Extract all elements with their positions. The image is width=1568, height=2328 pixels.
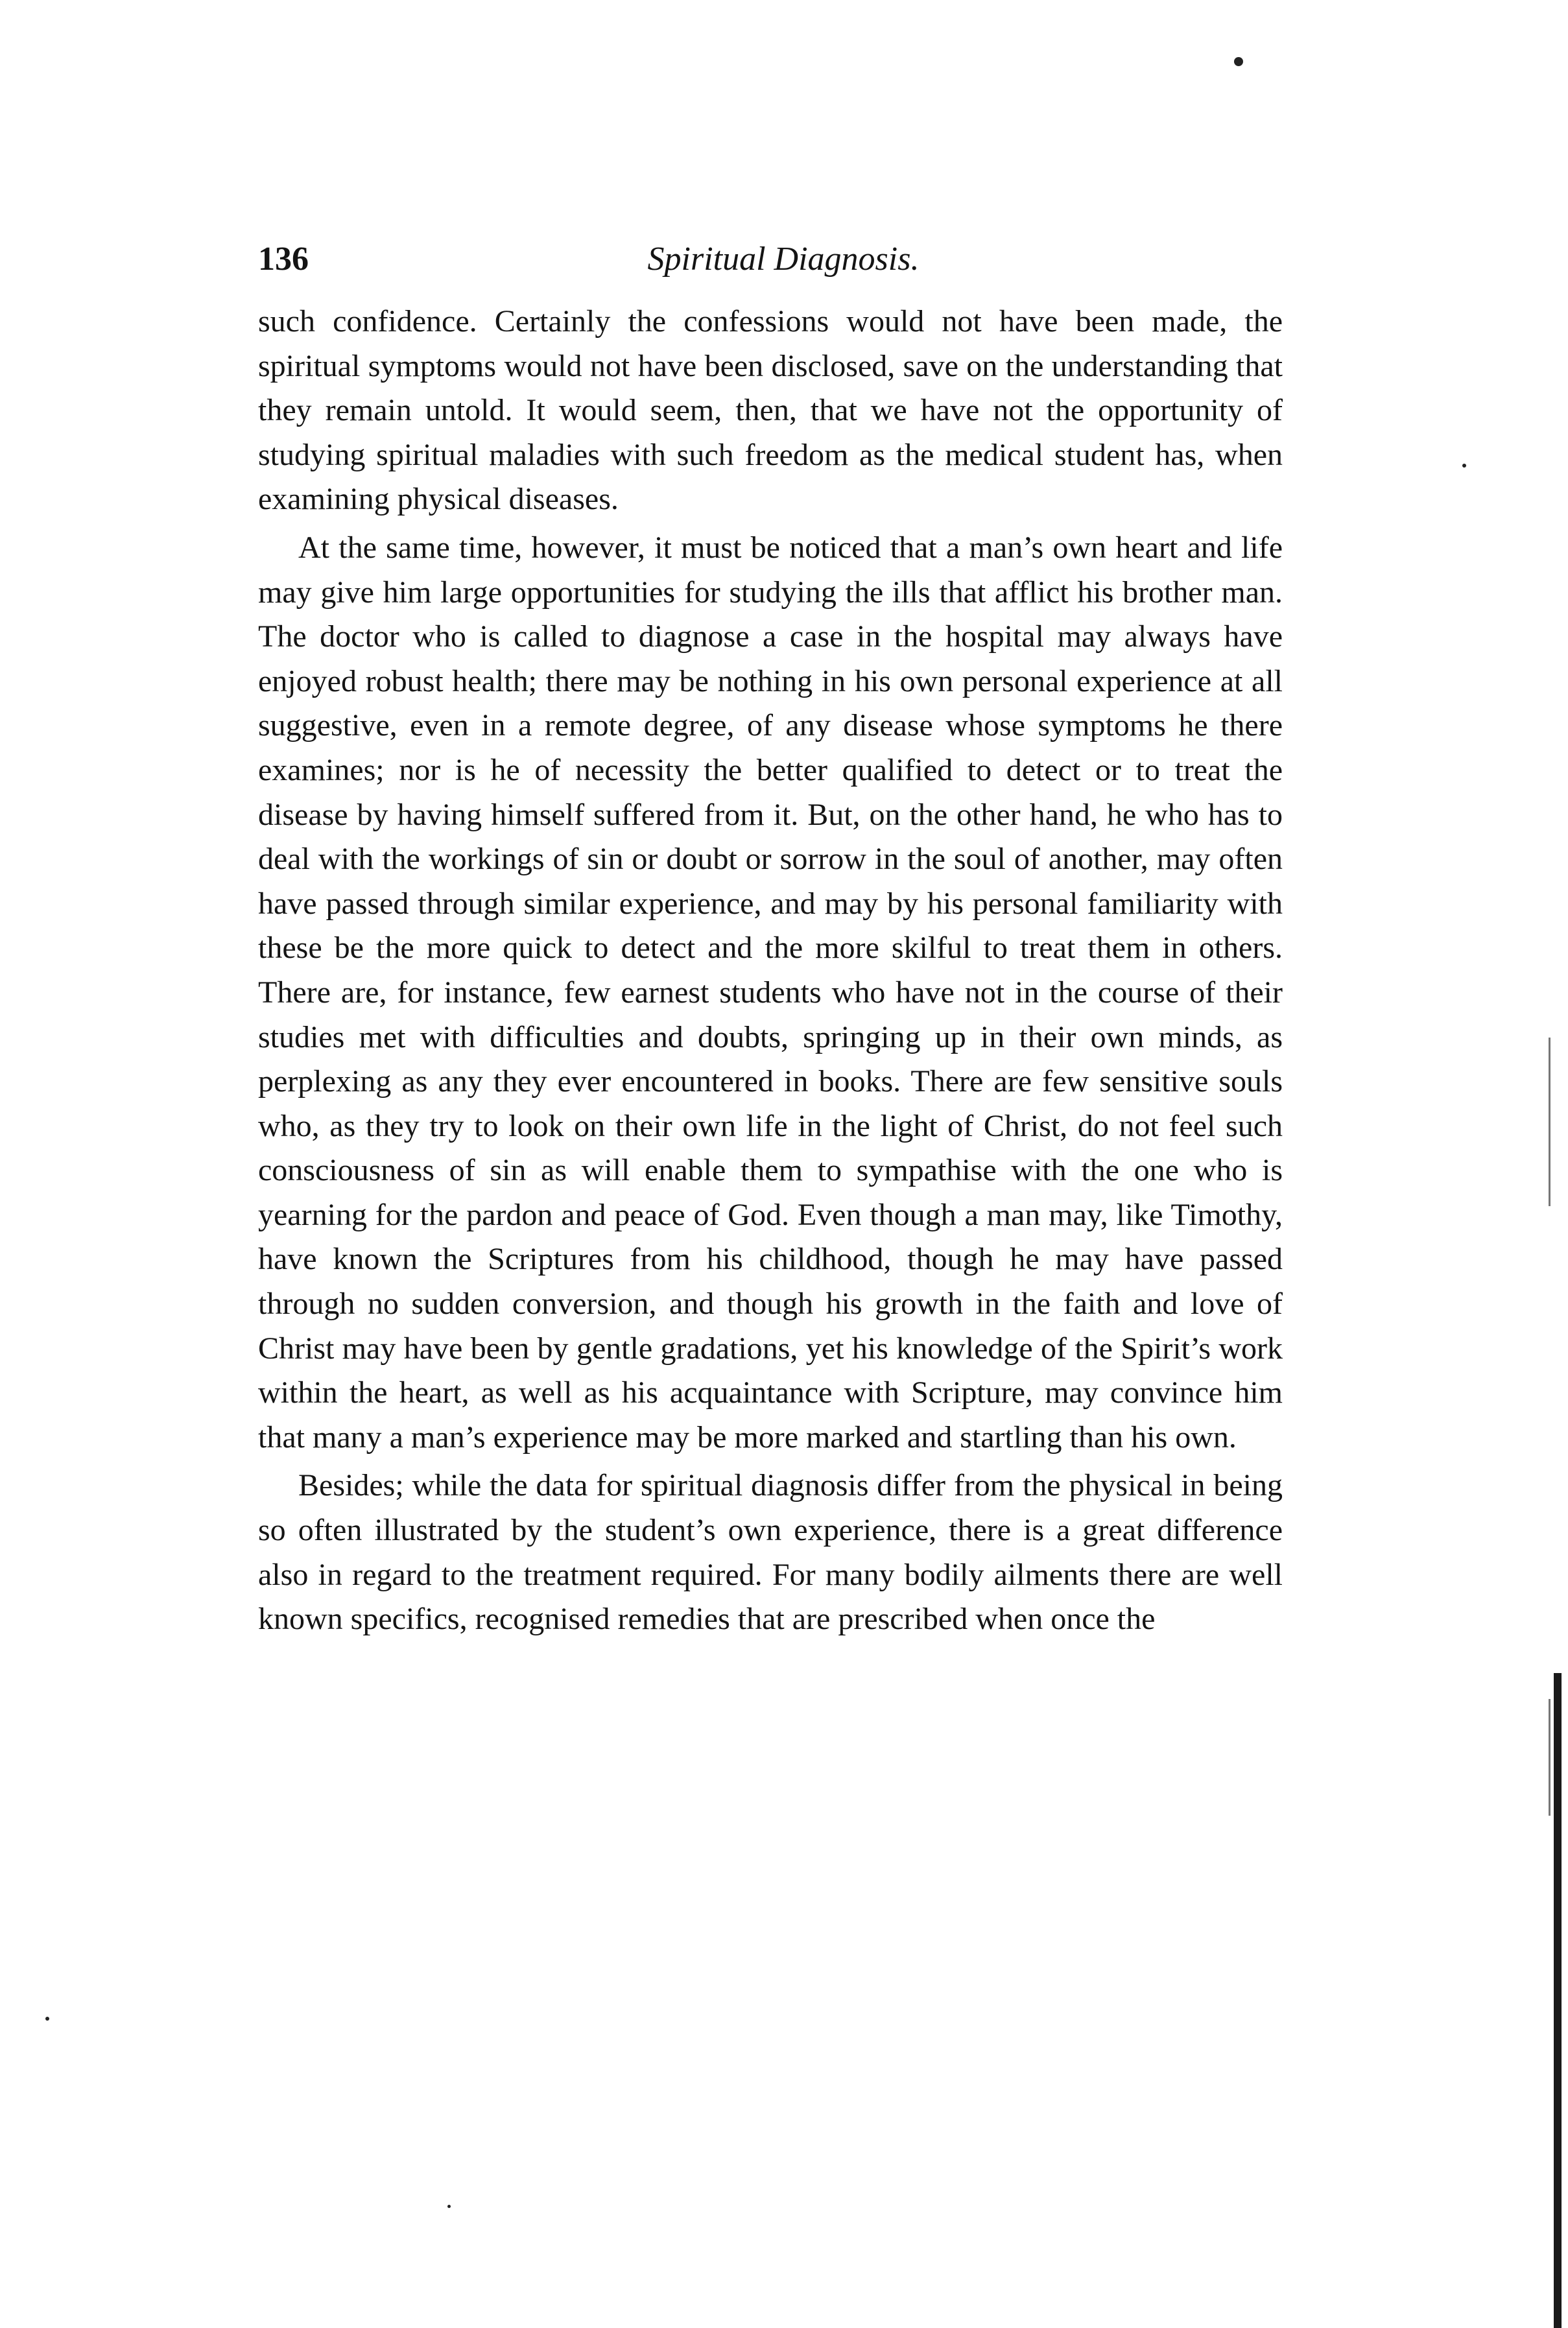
ink-speck xyxy=(1234,57,1243,66)
scan-edge-mark xyxy=(1549,1699,1550,1816)
scan-edge-mark xyxy=(1549,1038,1550,1206)
paragraph-continuation: such confidence. Certainly the confessions would not have been made, the spiritual symptoms would not have been disclosed, save on the understanding that they remain untold. It would seem, then, that we have not the opportunity of studying spiritual maladies with such freedom as the medical student has, when examining physical diseases. xyxy=(258,304,1283,517)
ink-speck xyxy=(447,2205,451,2208)
running-head xyxy=(258,233,1283,285)
scan-edge-mark xyxy=(1554,1673,1562,2328)
running-title: Spiritual Diagnosis. xyxy=(647,241,920,278)
paragraph: At the same time, however, it must be noticed that a man’s own heart and life may give him large opportunities for studying the ills that afflict his brother man. The doctor who is called to diagnose a case in the hospital may always have enjoyed robust health; there may be nothing in his own personal experience at all suggestive, even in a remote degree, of any disease whose symptoms he there examines; nor is he of necessity the better qualified to detect or to treat the disease by having himself suffered from it. But, on the other hand, he who has to deal with the workings of sin or doubt or sorrow in the soul of another, may often have passed through similar experience, and may by his personal familiarity with these be the more quick to detect and the more skilful to treat them in others. There are, for instance, few earnest students who have not in the course of their studies met with difficulties and doubts, springing up in their own minds, as perplexing as any they ever encountered in books. There are few sensitive souls who, as they try to look on their own life in the light of Christ, do not feel such consciousness of sin as will enable them to sympathise with the one who is yearning for the pardon and peace of God. Even though a man may, like Timothy, have known the Scriptures from his childhood, though he may have passed through no sudden conversion, and though his growth in the faith and love of Christ may have been by gentle gradations, yet his knowledge of the Spirit’s work within the heart, as well as his acquaintance with Scripture, may convince him that many a man’s experience may be more marked and startling than his own. xyxy=(258,530,1283,1455)
ink-speck xyxy=(45,2017,49,2021)
ink-speck xyxy=(1462,464,1466,468)
page-number: 136 xyxy=(258,241,309,278)
paragraph: Besides; while the data for spiritual diagnosis differ from the physical in being so often illustrated by the student’s own experience, there is a great difference also in regard to the treatment required. For many bodily ailments there are well known specifics, recognised remedies that are prescribed when once the xyxy=(258,1468,1283,1637)
body-text xyxy=(258,300,1283,1642)
